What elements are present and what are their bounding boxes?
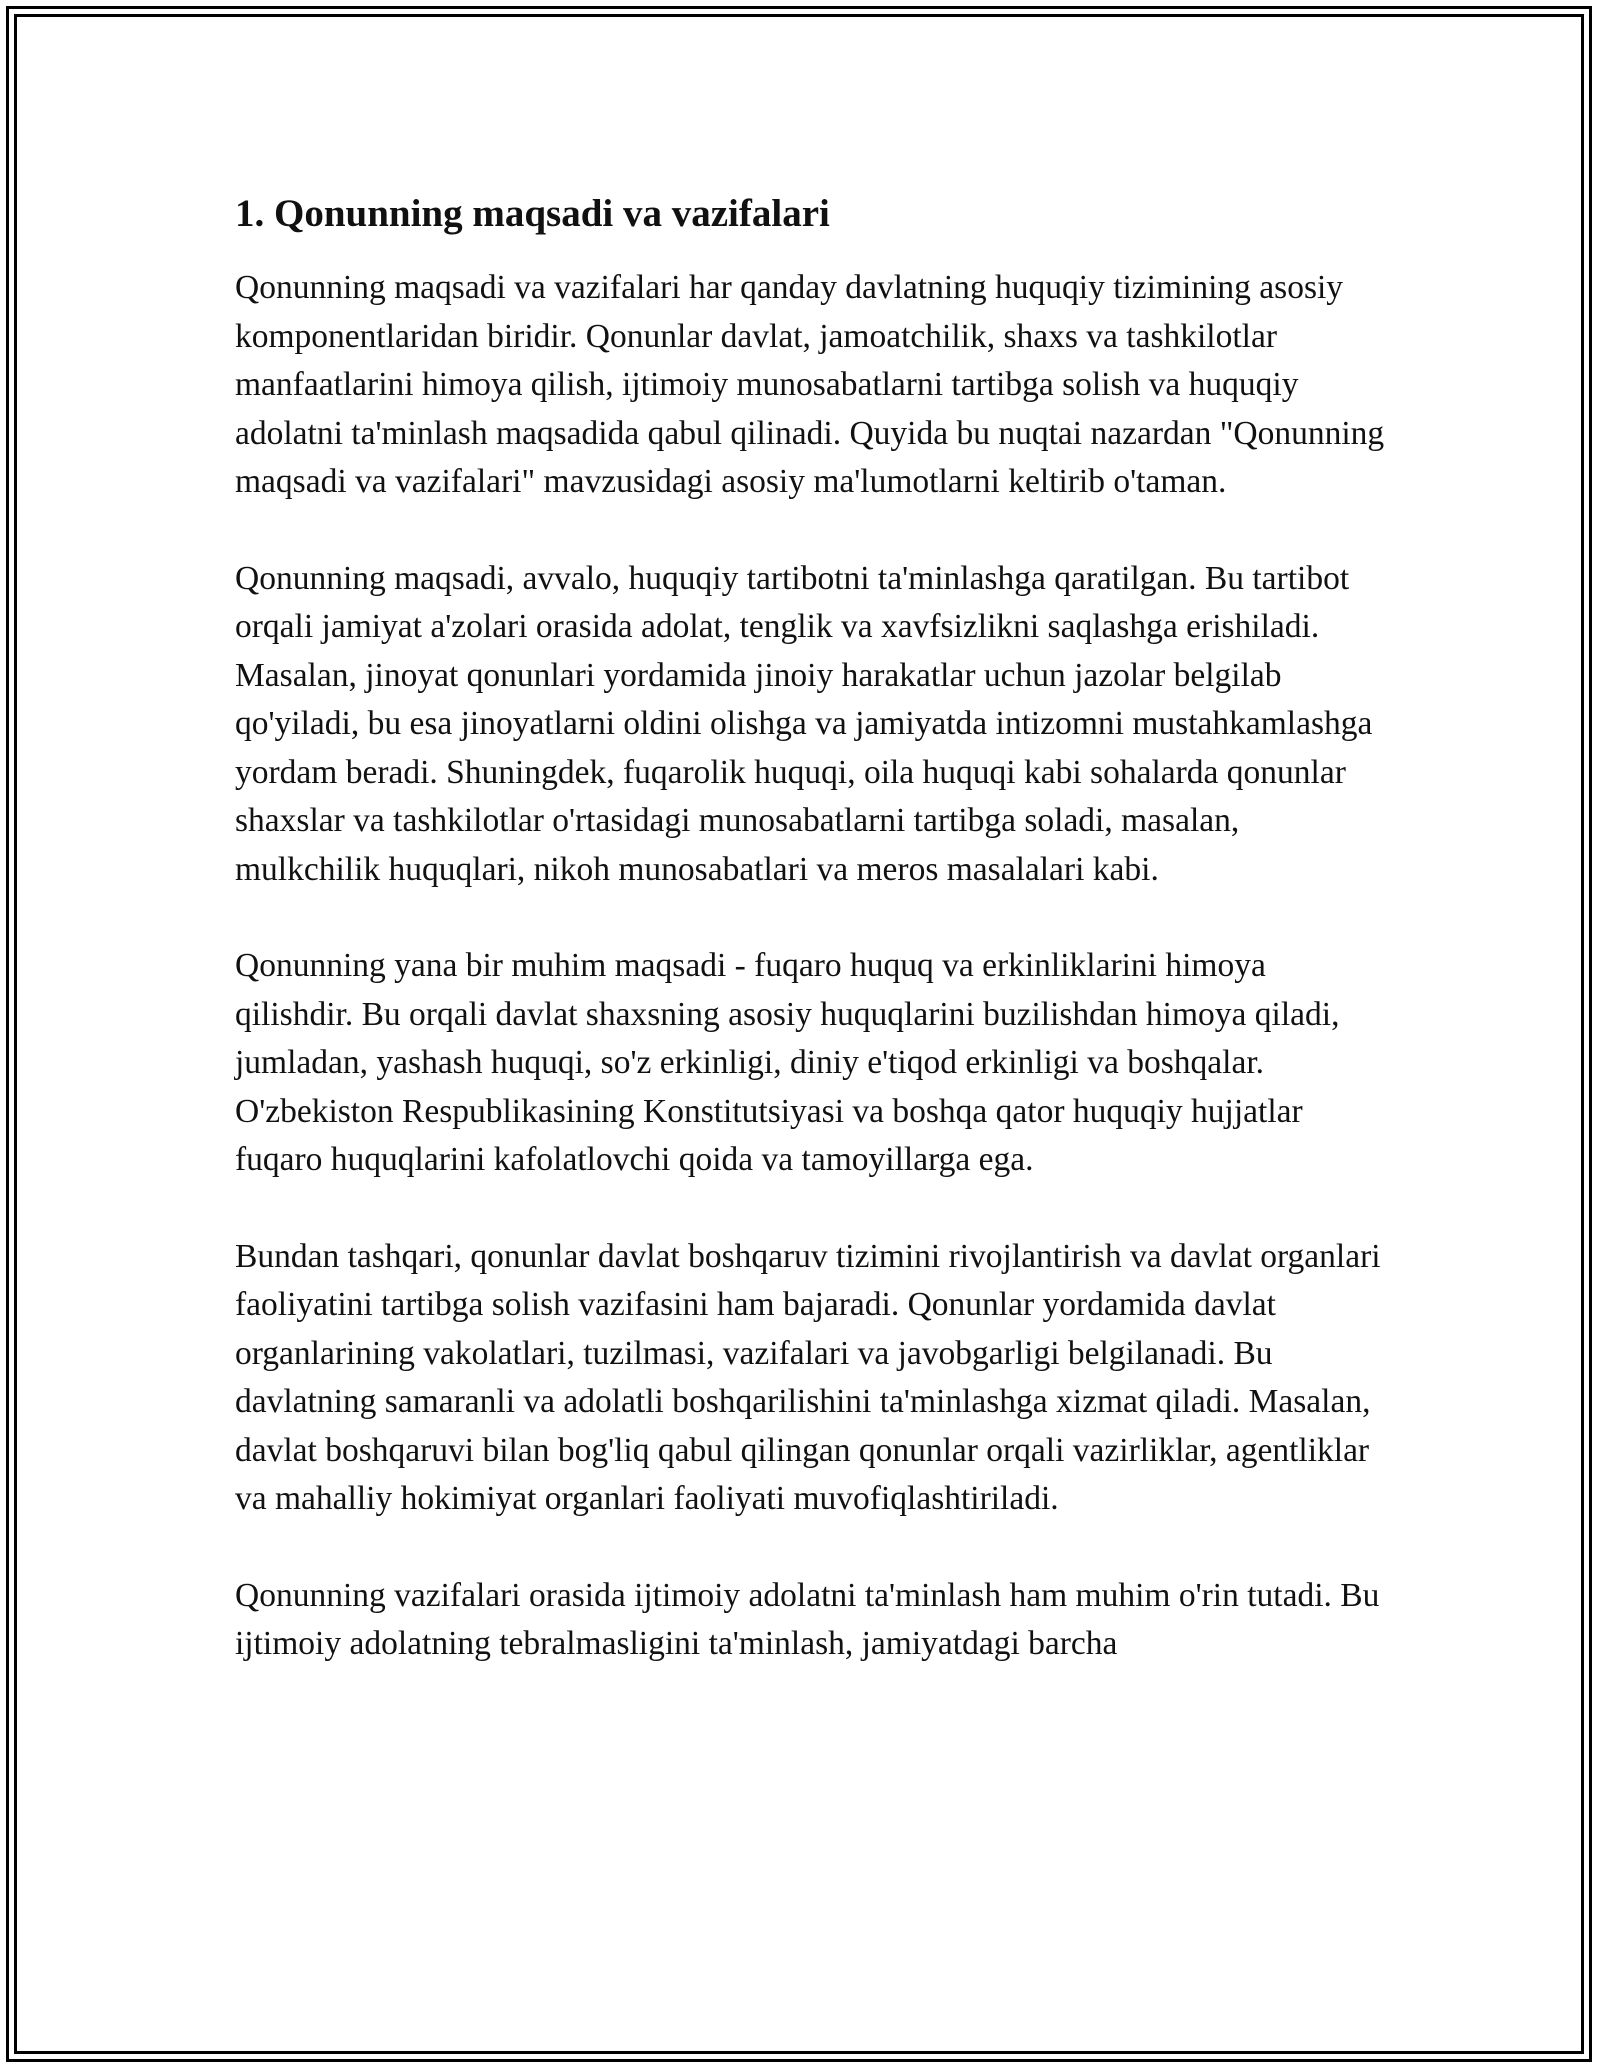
paragraph-3: Qonunning yana bir muhim maqsadi - fuqaro huquq va erkinliklarini himoya qilishdir. Bu orqali davlat shaxsning asosiy huquqlarini buzilishdan himoya qiladi, jumladan, yashash huquqi, so'z erkinligi, diniy e'tiqod erkinligi va boshqalar. O'zbekiston Respublikasining Konstitutsiyasi va boshqa qator huquqiy hujjatlar fuqaro huquqlarini kafolatlovchi qoida va tamoyillarga ega. [235, 947, 1340, 1178]
paragraph-4: Bundan tashqari, qonunlar davlat boshqaruv tizimini rivojlantirish va davlat organlari faoliyatini tartibga solish vazifasini ham bajaradi. Qonunlar yordamida davlat organlarining vakolatlari, tuzilmasi, vazifalari va javobgarligi belgilanadi. Bu davlatning samaranli va adolatli boshqarilishini ta'minlashga xizmat qiladi. Masalan, davlat boshqaruvi bilan bog'liq qabul qilingan qonunlar orqali vazirliklar, agentliklar va mahalliy hokimiyat organlari faoliyati muvofiqlashtiriladi. [235, 1237, 1381, 1517]
section-heading: 1. Qonunning maqsadi va vazifalari [235, 192, 830, 235]
paragraph-2: Qonunning maqsadi, avvalo, huquqiy tartibotni ta'minlashga qaratilgan. Bu tartibot orqali jamiyat a'zolari orasida adolat, tenglik va xavfsizlikni saqlashga erishiladi. Masalan, jinoyat qonunlari yordamida jinoiy harakatlar uchun jazolar belgilab qo'yiladi, bu esa jinoyatlarni oldini olishga va jamiyatda intizomni mustahkamlashga yordam beradi. Shuningdek, fuqarolik huquqi, oila huquqi kabi sohalarda qonunlar shaxslar va tashkilotlar o'rtasidagi munosabatlarni tartibga soladi, masalan, mulkchilik huquqlari, nikoh munosabatlari va meros masalalari kabi. [235, 559, 1373, 888]
paragraph-5: Qonunning vazifalari orasida ijtimoiy adolatni ta'minlash ham muhim o'rin tutadi. Bu ijtimoiy adolatning tebralmasligini ta'minlash, jamiyatdagi barcha [235, 1576, 1380, 1662]
paragraph-1: Qonunning maqsadi va vazifalari har qanday davlatning huquqiy tizimining asosiy komponentlaridan biridir. Qonunlar davlat, jamoatchilik, shaxs va tashkilotlar manfaatlarini himoya qilish, ijtimoiy munosabatlarni tartibga solish va huquqiy adolatni ta'minlash maqsadida qabul qilinadi. Quyida bu nuqtai nazardan "Qonunning maqsadi va vazifalari" mavzusidagi asosiy ma'lumotlarni keltirib o'taman. [235, 269, 1385, 500]
document-body [235, 190, 1385, 1717]
